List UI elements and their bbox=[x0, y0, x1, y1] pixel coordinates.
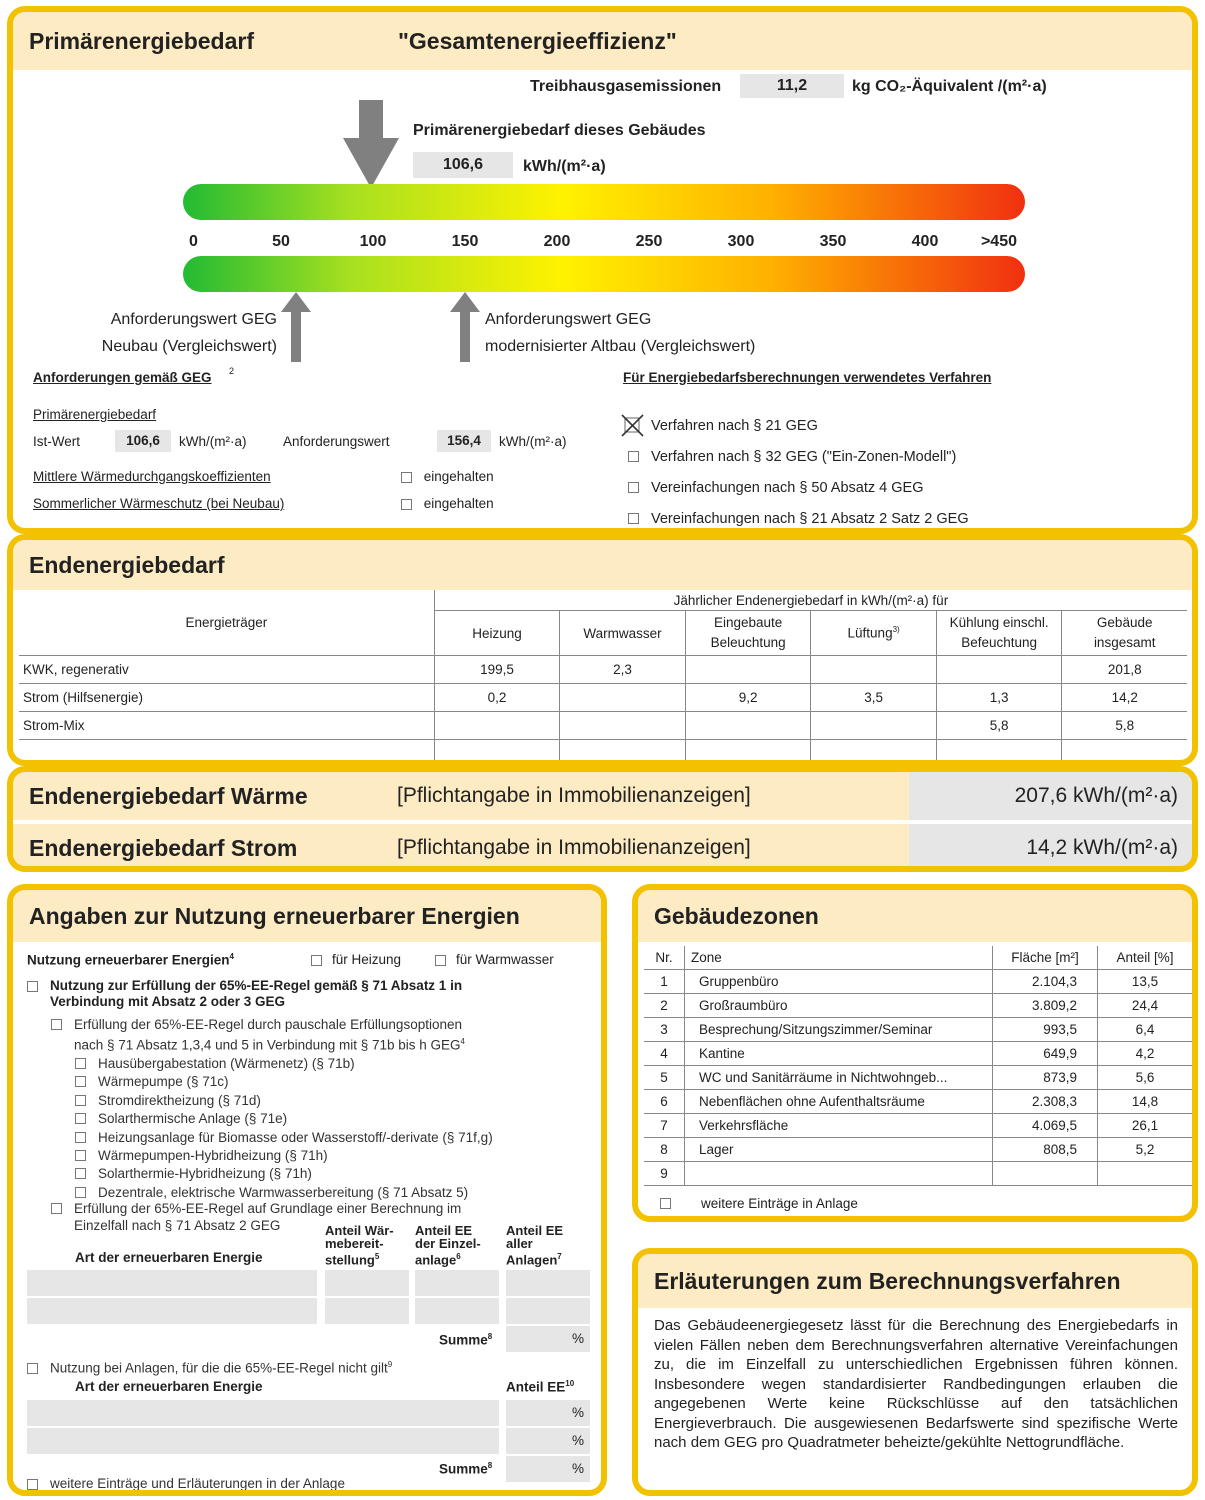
method-label: Verfahren nach § 21 GEG bbox=[651, 417, 818, 434]
zones-more-checkbox[interactable] bbox=[660, 1198, 671, 1209]
table-row bbox=[644, 1114, 1192, 1138]
more-row bbox=[27, 1476, 345, 1491]
final-energy-header bbox=[13, 540, 1192, 590]
calc-input-4[interactable] bbox=[506, 1270, 590, 1296]
option-label: Dezentrale, elektrische Warmwasserbereitung (§ 71 Absatz 5) bbox=[98, 1184, 469, 1200]
row-vent bbox=[811, 656, 937, 684]
u-check-row bbox=[401, 469, 494, 484]
zone-nr: 5 bbox=[644, 1066, 685, 1090]
pe-heading: Primärenergiebedarf bbox=[33, 407, 157, 422]
sum-label bbox=[439, 1332, 492, 1348]
zones-header bbox=[638, 890, 1192, 942]
calc-checkbox[interactable] bbox=[51, 1203, 62, 1214]
col-cooling-l2: Befeuchtung bbox=[961, 635, 1038, 650]
reqs-heading bbox=[33, 370, 212, 385]
zones-more-label: weitere Einträge in Anlage bbox=[701, 1196, 858, 1211]
scale-tick-label: 200 bbox=[543, 233, 571, 250]
option-checkbox[interactable] bbox=[75, 1150, 86, 1161]
scale-tick-label: 50 bbox=[272, 233, 290, 250]
option-item[interactable] bbox=[75, 1055, 493, 1072]
heat-note: [Pflichtangabe in Immobilienanzeigen] bbox=[397, 784, 751, 807]
col-share-all-sup: 7 bbox=[557, 1252, 562, 1261]
zones-table bbox=[644, 946, 1192, 1186]
zones-panel bbox=[632, 884, 1198, 1222]
anf-unit: kWh/(m²·a) bbox=[499, 434, 567, 449]
zone-name: WC und Sanitärräume in Nichtwohngeb... bbox=[685, 1066, 993, 1090]
scale-ticks bbox=[189, 233, 1017, 250]
zone-nr: 1 bbox=[644, 970, 685, 994]
zone-area: 2.308,3 bbox=[993, 1090, 1098, 1114]
zone-name: Verkehrsfläche bbox=[685, 1114, 993, 1138]
notrule-input-2[interactable] bbox=[27, 1428, 499, 1454]
use-label bbox=[27, 952, 234, 968]
primary-energy-subtitle: "Gesamtenergieeffizienz" bbox=[398, 27, 677, 54]
sum-label-text: Summe bbox=[439, 1332, 488, 1348]
calc-input-2[interactable] bbox=[325, 1270, 409, 1296]
notrule-pct-2[interactable]: % bbox=[506, 1428, 590, 1454]
col-area: Fläche [m²] bbox=[993, 946, 1098, 970]
notrule-checkbox[interactable] bbox=[27, 1363, 38, 1374]
row-lighting: 9,2 bbox=[685, 684, 811, 712]
explanation-panel bbox=[632, 1248, 1198, 1496]
power-row bbox=[13, 824, 1192, 872]
req-old-arrow-icon bbox=[450, 292, 480, 362]
method-item[interactable] bbox=[621, 441, 969, 472]
zone-nr: 7 bbox=[644, 1114, 685, 1138]
summer-label: Sommerlicher Wärmeschutz (bei Neubau) bbox=[33, 496, 285, 511]
method-item[interactable] bbox=[621, 410, 969, 441]
flat-line1: Erfüllung der 65%-EE-Regel durch pauschale Erfüllungsoptionen bbox=[74, 1017, 462, 1032]
col-share-heat-sup: 5 bbox=[374, 1252, 380, 1261]
primary-energy-panel bbox=[7, 6, 1198, 534]
more-label: weitere Einträge und Erläuterungen in der Anlage bbox=[50, 1476, 345, 1491]
row-lighting bbox=[685, 740, 811, 767]
hotwater-checkbox[interactable] bbox=[435, 955, 446, 966]
art-label: Art der erneuerbaren Energie bbox=[75, 1250, 263, 1265]
scale-tick-label: 350 bbox=[819, 233, 847, 250]
calc-line1: Erfüllung der 65%-EE-Regel auf Grundlage einer Berechnung im bbox=[74, 1201, 462, 1216]
zone-name: Nebenflächen ohne Aufenthaltsräume bbox=[685, 1090, 993, 1114]
col-lighting-l2: Beleuchtung bbox=[710, 635, 786, 650]
col-total-l1: Gebäude bbox=[1096, 615, 1153, 630]
req-old-caption bbox=[485, 306, 755, 360]
option-item[interactable] bbox=[75, 1110, 493, 1127]
option-checkbox[interactable] bbox=[75, 1187, 86, 1198]
option-item[interactable] bbox=[75, 1147, 493, 1164]
power-note: [Pflichtangabe in Immobilienanzeigen] bbox=[397, 836, 751, 859]
building-value: 106,6 bbox=[413, 152, 513, 178]
req-old-line2: modernisierter Altbau (Vergleichswert) bbox=[485, 338, 756, 355]
calc-input-8[interactable] bbox=[506, 1298, 590, 1324]
table-row bbox=[19, 656, 1187, 684]
sum-input[interactable]: % bbox=[506, 1326, 590, 1352]
row-hotwater bbox=[560, 712, 686, 740]
zone-area: 808,5 bbox=[993, 1138, 1098, 1162]
primary-energy-header bbox=[13, 12, 1192, 70]
power-value: 14,2 kWh/(m²·a) bbox=[909, 824, 1192, 872]
options-list bbox=[75, 1055, 493, 1202]
zone-area: 2.104,3 bbox=[993, 970, 1098, 994]
flat-sup: 4 bbox=[460, 1037, 465, 1046]
explanation-header bbox=[638, 1254, 1192, 1308]
scale-bar-top bbox=[183, 184, 1025, 220]
row-total: 14,2 bbox=[1062, 684, 1187, 712]
zone-share: 5,6 bbox=[1098, 1066, 1193, 1090]
zone-share: 13,5 bbox=[1098, 970, 1193, 994]
scale-tick-label: 0 bbox=[189, 233, 198, 250]
scale-tick-label: 250 bbox=[635, 233, 663, 250]
zone-area: 4.069,5 bbox=[993, 1114, 1098, 1138]
option-item[interactable] bbox=[75, 1073, 493, 1090]
row-heating bbox=[434, 740, 560, 767]
ist-label: Ist-Wert bbox=[33, 434, 80, 449]
row-heating: 0,2 bbox=[434, 684, 560, 712]
calc-input-6[interactable] bbox=[325, 1298, 409, 1324]
option-label: Stromdirektheizung (§ 71d) bbox=[98, 1092, 261, 1108]
u-checkbox[interactable] bbox=[401, 472, 412, 483]
sum-sup: 8 bbox=[487, 1332, 493, 1341]
for-heating-label: für Heizung bbox=[332, 952, 402, 967]
for-hotwater-label: für Warmwasser bbox=[456, 952, 554, 967]
col-share-heat-text: Anteil Wär- mebereit- stellung bbox=[325, 1223, 394, 1268]
rule-line1: Nutzung zur Erfüllung der 65%-EE-Regel gemäß § 71 Absatz 1 in bbox=[50, 978, 463, 993]
option-item[interactable] bbox=[75, 1129, 493, 1146]
zone-area: 873,9 bbox=[993, 1066, 1098, 1090]
rule-row bbox=[27, 978, 462, 1010]
row-heating bbox=[434, 712, 560, 740]
power-label: Endenergiebedarf Strom bbox=[29, 834, 298, 861]
zones-body bbox=[644, 970, 1192, 1186]
rule-checkbox[interactable] bbox=[27, 981, 38, 992]
notrule-row bbox=[27, 1360, 392, 1376]
flat-row bbox=[51, 1016, 465, 1054]
col-share-single bbox=[415, 1224, 481, 1266]
table-row bbox=[644, 1066, 1192, 1090]
row-carrier: Strom-Mix bbox=[19, 712, 434, 740]
scale-tick-label: 150 bbox=[451, 233, 479, 250]
sum-sup-2: 8 bbox=[487, 1461, 493, 1470]
span-header: Jährlicher Endenergiebedarf in kWh/(m²·a) für bbox=[434, 590, 1187, 611]
table-row bbox=[19, 740, 1187, 767]
calc-input-5[interactable] bbox=[27, 1298, 317, 1324]
anf-label: Anforderungswert bbox=[283, 434, 390, 449]
col-total bbox=[1062, 611, 1187, 656]
summer-check-label: eingehalten bbox=[423, 496, 494, 511]
zone-share: 6,4 bbox=[1098, 1018, 1193, 1042]
summary-panel bbox=[7, 766, 1198, 872]
summer-check-row bbox=[401, 496, 494, 511]
zone-name: Besprechung/Sitzungszimmer/Seminar bbox=[685, 1018, 993, 1042]
option-label: Wärmepumpe (§ 71c) bbox=[98, 1074, 229, 1090]
zone-name: Lager bbox=[685, 1138, 993, 1162]
option-checkbox[interactable] bbox=[75, 1076, 86, 1087]
scale-tick-label: 300 bbox=[727, 233, 755, 250]
ist-unit: kWh/(m²·a) bbox=[179, 434, 247, 449]
calc-line2: Einzelfall nach § 71 Absatz 2 GEG bbox=[74, 1218, 281, 1233]
reqs-heading-text: Anforderungen gemäß GEG bbox=[33, 370, 212, 385]
notrule-sup: 9 bbox=[387, 1360, 393, 1369]
zones-title: Gebäudezonen bbox=[654, 902, 819, 929]
method-label: Verfahren nach § 32 GEG ("Ein-Zonen-Modell") bbox=[651, 448, 957, 465]
primary-energy-title: Primärenergiebedarf bbox=[29, 27, 254, 54]
row-carrier: KWK, regenerativ bbox=[19, 656, 434, 684]
row-lighting bbox=[685, 656, 811, 684]
explanation-text: Das Gebäudeenergiegesetz lässt für die Berechnung des Energiebedarfs in vielen Fällen neben dem Berechnungsverfahren alternative Vereinfachungen zu, die im Einzelfall zu unterschiedlichen Ergebnissen führen können. Insbesondere wegen standardisierter Randbedingungen erlauben die angegebenen Werte keine Rückschlüsse auf den tatsächlichen Energieverbrauch. Die ausgewiesenen Bedarfswerte sind spezifische Werte nach dem GEG pro Quadratmeter beheizte/gekühlte Nettogrundfläche. bbox=[654, 1317, 1178, 1451]
zone-name bbox=[685, 1162, 993, 1186]
method-label: Vereinfachungen nach § 21 Absatz 2 Satz 2 GEG bbox=[651, 510, 969, 527]
col-zone: Zone bbox=[685, 946, 993, 970]
renewables-title: Angaben zur Nutzung erneuerbarer Energien bbox=[29, 902, 520, 929]
option-checkbox[interactable] bbox=[75, 1058, 86, 1069]
for-hotwater bbox=[435, 952, 554, 967]
option-label: Heizungsanlage für Biomasse oder Wasserstoff/-derivate (§ 71f,g) bbox=[98, 1129, 493, 1145]
method-checkbox[interactable] bbox=[628, 513, 639, 524]
row-carrier bbox=[19, 740, 434, 767]
scale-tick-label: 400 bbox=[911, 233, 939, 250]
col-cooling bbox=[936, 611, 1062, 656]
row-total: 5,8 bbox=[1062, 712, 1187, 740]
zone-nr: 8 bbox=[644, 1138, 685, 1162]
energy-scale bbox=[183, 184, 1025, 294]
option-label: Hausübergabestation (Wärmenetz) (§ 71b) bbox=[98, 1056, 355, 1071]
final-energy-panel bbox=[7, 534, 1198, 766]
zone-area bbox=[993, 1162, 1098, 1186]
col-carrier: Energieträger bbox=[19, 590, 434, 656]
u-check-label: eingehalten bbox=[423, 469, 494, 484]
row-vent bbox=[811, 712, 937, 740]
building-arrow-icon bbox=[343, 100, 399, 190]
option-label: Wärmepumpen-Hybridheizung (§ 71h) bbox=[98, 1148, 328, 1164]
zone-share bbox=[1098, 1162, 1193, 1186]
ghg-label: Treibhausgasemissionen bbox=[530, 78, 722, 95]
rule-line2: Verbindung mit Absatz 2 oder 3 GEG bbox=[50, 994, 286, 1009]
option-checkbox[interactable] bbox=[75, 1095, 86, 1106]
table-row bbox=[644, 1018, 1192, 1042]
flat-line2 bbox=[74, 1033, 465, 1054]
row-hotwater bbox=[560, 740, 686, 767]
table-row bbox=[644, 1090, 1192, 1114]
calc-input-3[interactable] bbox=[415, 1270, 499, 1296]
zones-header-row bbox=[644, 946, 1192, 970]
anteil-ee-sup: 10 bbox=[565, 1379, 575, 1388]
table-row bbox=[644, 1138, 1192, 1162]
zone-share: 26,1 bbox=[1098, 1114, 1193, 1138]
use-sup: 4 bbox=[229, 952, 234, 961]
option-checkbox[interactable] bbox=[75, 1168, 86, 1179]
final-energy-title: Endenergiebedarf bbox=[29, 551, 225, 578]
col-share-heat bbox=[325, 1224, 394, 1266]
table-row bbox=[644, 1042, 1192, 1066]
summer-checkbox[interactable] bbox=[401, 499, 412, 510]
notrule-label-text: Nutzung bei Anlagen, für die die 65%-EE-Regel nicht gilt bbox=[50, 1360, 388, 1376]
zone-nr: 3 bbox=[644, 1018, 685, 1042]
row-total: 201,8 bbox=[1062, 656, 1187, 684]
table-row bbox=[644, 994, 1192, 1018]
heat-row bbox=[13, 772, 1192, 820]
use-label-text: Nutzung erneuerbarer Energien bbox=[27, 952, 230, 968]
req-old-line1: Anforderungswert GEG bbox=[485, 311, 652, 328]
reqs-sup: 2 bbox=[229, 366, 235, 376]
option-item[interactable] bbox=[75, 1184, 493, 1201]
col-share-all-text: Anteil EE aller Anlagen bbox=[506, 1223, 564, 1268]
renewables-panel bbox=[7, 884, 607, 1496]
ghg-unit: kg CO₂-Äquivalent /(m²·a) bbox=[852, 78, 1047, 95]
sum-input-2[interactable]: % bbox=[506, 1456, 590, 1482]
building-label: Primärenergiebedarf dieses Gebäudes bbox=[413, 122, 706, 139]
col-lighting bbox=[685, 611, 811, 656]
ist-value: 106,6 bbox=[115, 430, 171, 452]
calc-input-7[interactable] bbox=[415, 1298, 499, 1324]
table-row bbox=[19, 684, 1187, 712]
row-carrier: Strom (Hilfsenergie) bbox=[19, 684, 434, 712]
calc-row bbox=[51, 1200, 461, 1234]
flat-line2-text: nach § 71 Absatz 1,3,4 und 5 in Verbindung mit § 71b bis h GEG bbox=[74, 1037, 461, 1053]
anteil-ee bbox=[506, 1379, 574, 1395]
for-heating bbox=[311, 952, 401, 967]
row-cooling: 1,3 bbox=[936, 684, 1062, 712]
col-cooling-l1: Kühlung einschl. bbox=[949, 615, 1049, 630]
table-row bbox=[19, 712, 1187, 740]
col-nr: Nr. bbox=[644, 946, 685, 970]
renewables-header bbox=[13, 890, 601, 942]
row-cooling bbox=[936, 656, 1062, 684]
notrule-input-1[interactable] bbox=[27, 1400, 499, 1426]
row-cooling: 5,8 bbox=[936, 712, 1062, 740]
option-item[interactable] bbox=[75, 1165, 493, 1182]
row-cooling bbox=[936, 740, 1062, 767]
zone-nr: 9 bbox=[644, 1162, 685, 1186]
col-share-all bbox=[506, 1224, 563, 1266]
col-vent-sup: 3) bbox=[892, 625, 900, 635]
more-checkbox[interactable] bbox=[27, 1479, 38, 1490]
table-row bbox=[644, 1162, 1192, 1186]
req-new-caption bbox=[83, 306, 277, 360]
req-new-line2: Neubau (Vergleichswert) bbox=[101, 338, 277, 355]
method-list bbox=[621, 410, 969, 534]
zone-share: 14,8 bbox=[1098, 1090, 1193, 1114]
method-item[interactable] bbox=[621, 472, 969, 503]
zone-nr: 2 bbox=[644, 994, 685, 1018]
table-row bbox=[644, 970, 1192, 994]
zone-name: Kantine bbox=[685, 1042, 993, 1066]
row-vent: 3,5 bbox=[811, 684, 937, 712]
zone-area: 3.809,2 bbox=[993, 994, 1098, 1018]
row-heating: 199,5 bbox=[434, 656, 560, 684]
sum-label-2-text: Summe bbox=[439, 1461, 488, 1477]
zone-share: 4,2 bbox=[1098, 1042, 1193, 1066]
zone-name: Gruppenbüro bbox=[685, 970, 993, 994]
heat-label: Endenergiebedarf Wärme bbox=[29, 782, 308, 809]
scale-bar-bottom bbox=[183, 256, 1025, 292]
scale-tick-label: 100 bbox=[359, 233, 387, 250]
ghg-value: 11,2 bbox=[740, 74, 844, 98]
final-energy-table bbox=[19, 590, 1187, 766]
option-label: Solarthermie-Hybridheizung (§ 71h) bbox=[98, 1166, 312, 1182]
method-checkbox[interactable] bbox=[628, 451, 639, 462]
option-checkbox[interactable] bbox=[75, 1113, 86, 1124]
method-checkbox[interactable] bbox=[628, 482, 639, 493]
col-total-l2: insgesamt bbox=[1093, 635, 1156, 650]
art-label-2: Art der erneuerbaren Energie bbox=[75, 1379, 263, 1394]
anf-value: 156,4 bbox=[437, 430, 491, 452]
checked-box-icon bbox=[621, 414, 645, 438]
building-unit: kWh/(m²·a) bbox=[523, 158, 606, 175]
scale-tick-label: >450 bbox=[980, 233, 1017, 250]
req-new-arrow-icon bbox=[281, 292, 311, 362]
row-lighting bbox=[685, 712, 811, 740]
zone-area: 993,5 bbox=[993, 1018, 1098, 1042]
method-label: Vereinfachungen nach § 50 Absatz 4 GEG bbox=[651, 479, 924, 496]
zone-nr: 4 bbox=[644, 1042, 685, 1066]
u-label: Mittlere Wärmedurchgangskoeffizienten bbox=[33, 469, 271, 484]
zone-area: 649,9 bbox=[993, 1042, 1098, 1066]
col-vent bbox=[811, 611, 937, 656]
zone-nr: 6 bbox=[644, 1090, 685, 1114]
explanation-title: Erläuterungen zum Berechnungsverfahren bbox=[654, 1267, 1121, 1294]
heat-value: 207,6 kWh/(m²·a) bbox=[909, 772, 1192, 820]
calc-input-1[interactable] bbox=[27, 1270, 317, 1296]
flat-checkbox[interactable] bbox=[51, 1019, 62, 1030]
req-new-line1: Anforderungswert GEG bbox=[110, 311, 277, 328]
anteil-ee-text: Anteil EE bbox=[506, 1379, 566, 1395]
option-checkbox[interactable] bbox=[75, 1132, 86, 1143]
row-hotwater bbox=[560, 684, 686, 712]
col-heating: Heizung bbox=[434, 611, 560, 656]
sum-label-2 bbox=[439, 1461, 492, 1477]
notrule-label bbox=[50, 1360, 392, 1376]
method-heading: Für Energiebedarfsberechnungen verwendetes Verfahren bbox=[623, 370, 992, 385]
row-hotwater: 2,3 bbox=[560, 656, 686, 684]
zone-share: 24,4 bbox=[1098, 994, 1193, 1018]
zone-name: Großraumbüro bbox=[685, 994, 993, 1018]
zone-share: 5,2 bbox=[1098, 1138, 1193, 1162]
col-vent-label: Lüftung bbox=[847, 625, 893, 641]
option-label: Solarthermische Anlage (§ 71e) bbox=[98, 1111, 288, 1127]
zones-more-row bbox=[660, 1196, 858, 1211]
method-item[interactable] bbox=[621, 503, 969, 534]
col-share-single-sup: 6 bbox=[456, 1252, 461, 1261]
row-vent bbox=[811, 740, 937, 767]
table-header-row bbox=[19, 590, 1187, 611]
row-total bbox=[1062, 740, 1187, 767]
heating-checkbox[interactable] bbox=[311, 955, 322, 966]
col-share-single-text: Anteil EE der Einzel- anlage bbox=[415, 1223, 481, 1268]
col-hotwater: Warmwasser bbox=[560, 611, 686, 656]
notrule-pct-1[interactable]: % bbox=[506, 1400, 590, 1426]
col-share: Anteil [%] bbox=[1098, 946, 1193, 970]
option-item[interactable] bbox=[75, 1092, 493, 1109]
col-lighting-l1: Eingebaute bbox=[713, 615, 783, 630]
